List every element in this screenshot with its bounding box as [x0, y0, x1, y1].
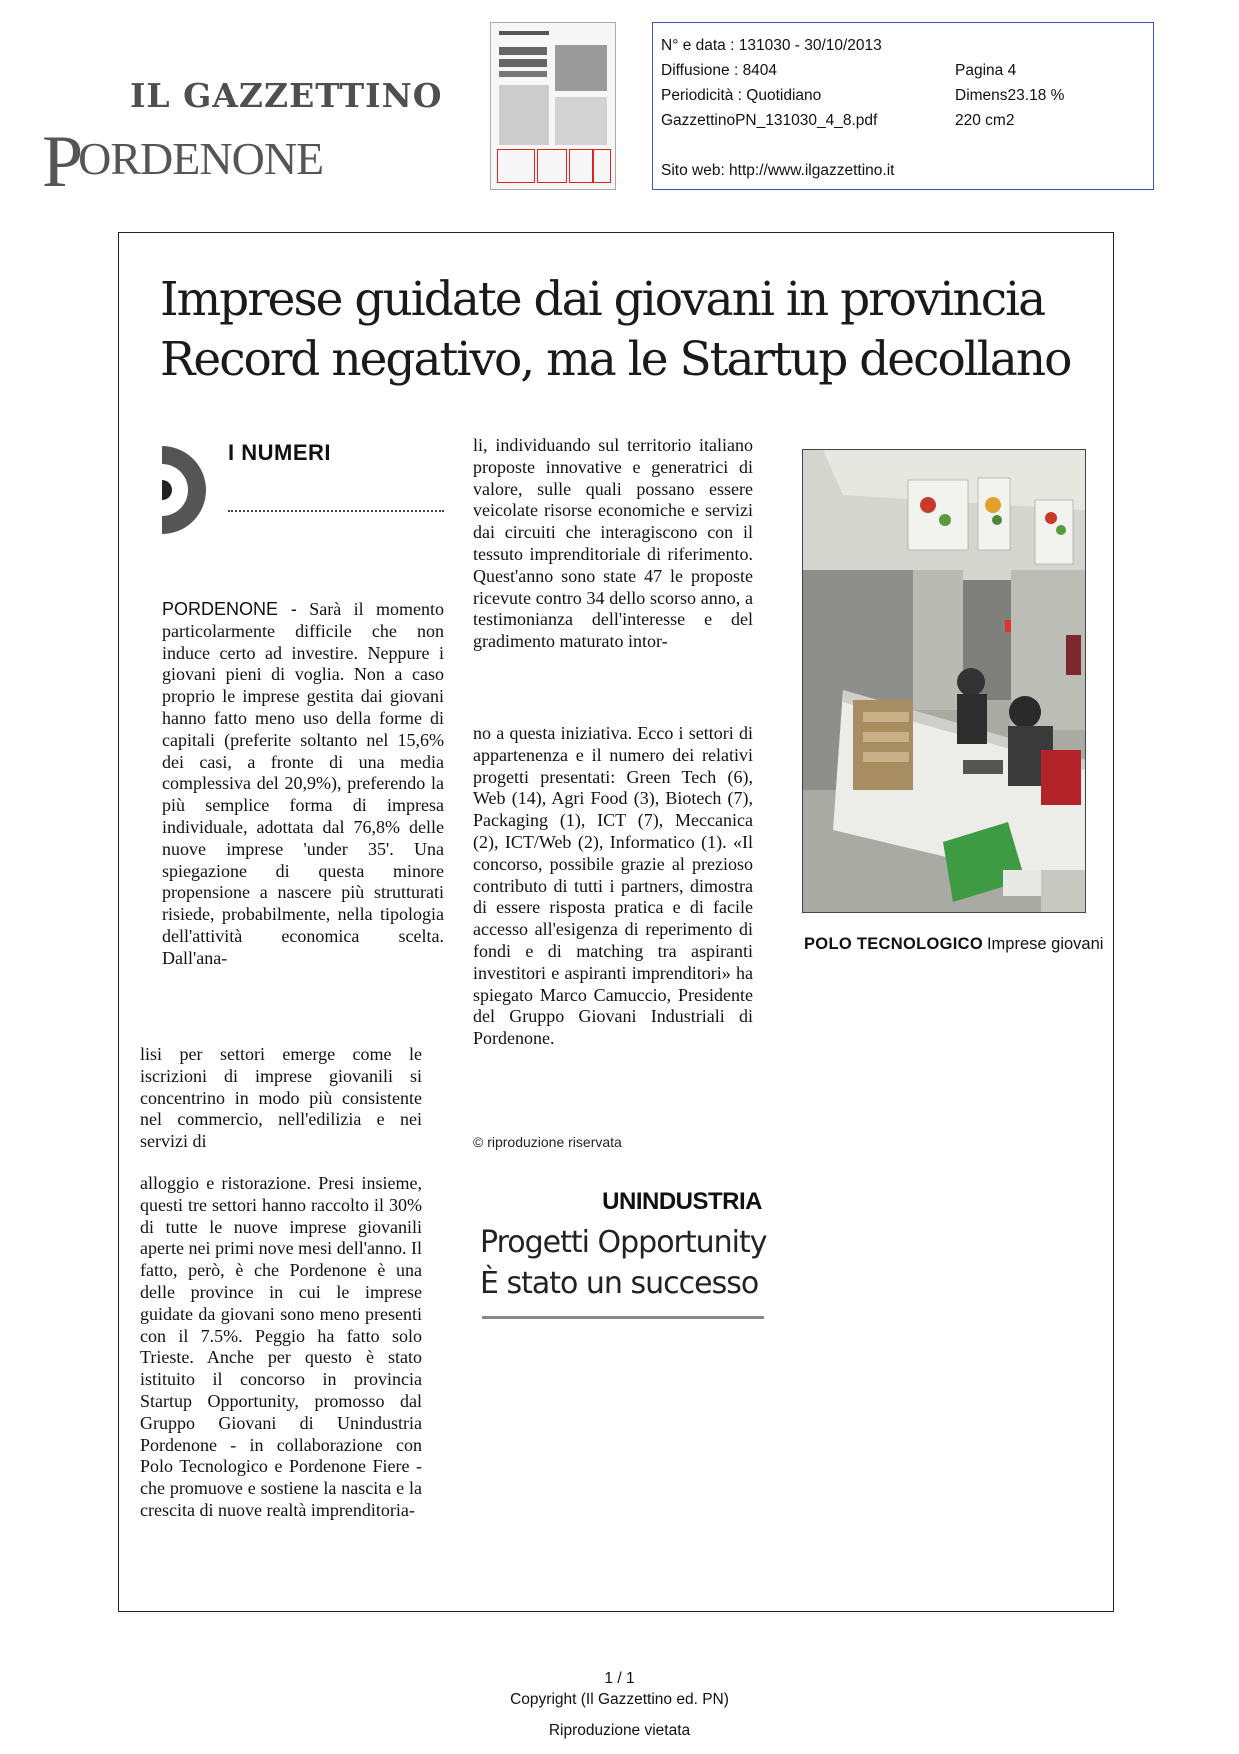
clipping-info-box [652, 22, 1154, 190]
caption-text: Imprese giovani [986, 935, 1104, 953]
thumb-line [499, 47, 547, 55]
page-count: 1 / 1 [604, 1670, 635, 1687]
sidebox-title [480, 1222, 780, 1304]
masthead-line1: IL GAZZETTINO [130, 76, 443, 115]
thumb-text [499, 85, 549, 145]
info-diffusione: Diffusione : 8404 [661, 62, 778, 79]
thumb-highlight [569, 149, 593, 183]
thumb-highlight [537, 149, 567, 183]
masthead-rest: ORDENONE [78, 133, 324, 184]
article-column-2b [473, 723, 753, 1050]
article-column-2a [473, 435, 753, 653]
body-text-1c: alloggio e ristorazione. Presi insieme, questi tre settori hanno raccolto il 30% di tutte le nuove imprese giovanili aperte nei primi nove mesi dell'anno. Il fatto, però, è che Pordenone è una delle province in cui le imprese guidate da giovani sono meno presenti con il 7.5%. Peggio ha fatto solo Trieste. Anche per questo è stato istituito il concorso in provincia Startup Opportunity, promosso dal Gruppo Giovani di Unindustria Pordenone - in collaborazione con Polo Tecnologico e Pordenone Fiere - che promuove e sostiene la nascita e la crescita di nuove realtà imprenditoria- [140, 1173, 422, 1520]
numbers-section-icon [162, 446, 210, 534]
info-numero-data: N° e data : 131030 - 30/10/2013 [661, 37, 882, 54]
thumb-highlight [593, 149, 611, 183]
article-column-1c [140, 1173, 422, 1522]
body-text-1b: lisi per settori emerge come le iscrizioni di imprese giovanili si concentrino in modo più consistente nel commercio, nell'edilizia e nei servizi di [140, 1044, 422, 1152]
thumb-line [499, 59, 547, 67]
caption-label: POLO TECNOLOGICO [804, 935, 983, 953]
article-photo [802, 449, 1086, 913]
info-area: 220 cm2 [955, 112, 1015, 129]
newspaper-masthead [42, 70, 443, 203]
info-periodicita: Periodicità : Quotidiano [661, 87, 822, 104]
body-text-2b: no a questa iniziativa. Ecco i settori di appartenenza e il numero dei relativi progetti presentati: Green Tech (6), Web (14), Agri Food (3), Biotech (7), Packaging (1), ICT (7), Meccanica (2), ICT/Web (2), Informatico (1). «Il concorso, possibile grazie al prezioso contributo di tutti i partners, dimostra di essere risposta pratica e di facile accesso all'esigenza di reperimento di fondi e di matching tra aspiranti investitori e aspiranti imprenditori» ha spiegato Marco Camuccio, Presidente del Gruppo Giovani Industriali di Pordenone. [473, 723, 753, 1049]
thumb-photo [555, 45, 607, 91]
page-thumbnail [490, 22, 616, 190]
masthead-line2 [42, 108, 324, 203]
numbers-section-rule [228, 510, 444, 512]
body-text-1a: Sarà il momento particolarmente difficile che non induce certo ad investire. Neppure i giovani pieni di voglia. Non a caso proprio le imprese gestita dai giovani hanno fatto meno uso della forme di capitali (preferite soltanto nel 15,6% dei casi, a fronte di una media complessiva del 20,9%), preferendo la più semplice forma di impresa individuale, adottata dal 76,8% delle nuove imprese 'under 35'. Una spiegazione di questa minore propensione a nascere più strutturati risiede, probabilmente, nella tipologia dell'attività economica scelta. Dall'ana- [162, 599, 444, 968]
sidebox-title-line2: È stato un successo [480, 1266, 759, 1301]
footer-copyright: Copyright (Il Gazzettino ed. PN) [510, 1691, 729, 1708]
info-pagina: Pagina 4 [955, 62, 1017, 79]
article-headline [160, 270, 1100, 390]
headline-line2: Record negativo, ma le Startup decollano [160, 332, 1071, 387]
sidebox-label: UNINDUSTRIA [602, 1188, 762, 1215]
copyright-note: © riproduzione riservata [473, 1134, 622, 1150]
sidebox-rule [482, 1316, 764, 1319]
headline-line1: Imprese guidate dai giovani in provincia [160, 272, 1045, 327]
article-column-1a [162, 599, 444, 970]
numbers-section-label: I NUMERI [228, 440, 331, 465]
thumb-text [555, 97, 607, 145]
info-sito: Sito web: http://www.ilgazzettino.it [661, 162, 895, 179]
info-dimens: Dimens23.18 % [955, 87, 1065, 104]
masthead-initial: P [42, 121, 83, 203]
article-column-1b [140, 1044, 422, 1153]
dateline: PORDENONE - [162, 599, 297, 619]
thumb-line [499, 71, 547, 77]
info-file: GazzettinoPN_131030_4_8.pdf [661, 112, 878, 129]
footer-notice: Riproduzione vietata [548, 1722, 691, 1739]
sidebox-title-line1: Progetti Opportunity [480, 1225, 767, 1260]
photo-caption [804, 935, 1103, 954]
thumb-highlight [497, 149, 535, 183]
thumb-line [499, 31, 549, 35]
body-text-2a: li, individuando sul territorio italiano proposte innovative e generatrici di valore, sulle quali possano essere veicolate risorse economiche e servizi dai circuiti che interagiscono con il tessuto imprenditoriale di riferimento. Quest'anno sono state 47 le proposte ricevute contro 34 dello scorso anno, a testimonianza dell'interesse e del gradimento maturato intor- [473, 435, 753, 652]
